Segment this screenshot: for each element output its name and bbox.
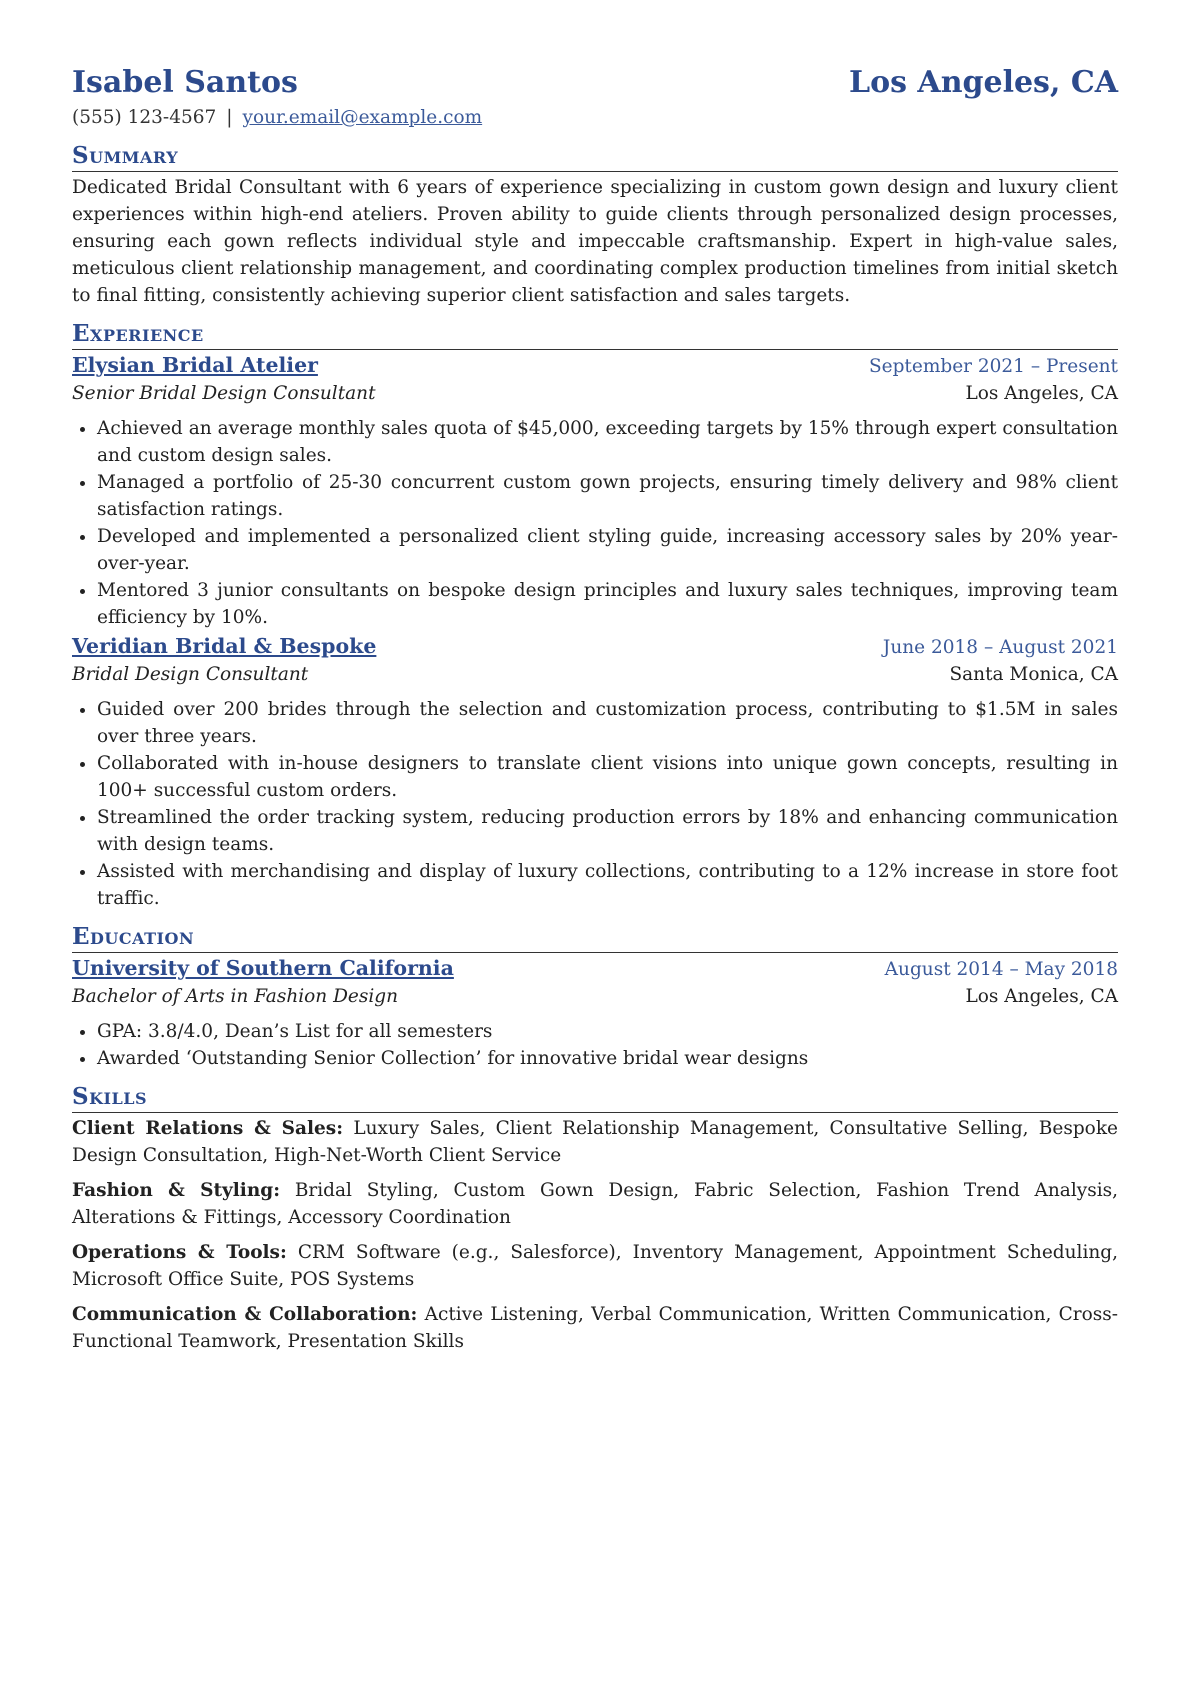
list-item: • Mentored 3 junior consultants on bespoke design principles and luxury sales techniques, improving team efficiency by 10%.: [97, 577, 1118, 631]
list-item: • Collaborated with in-house designers to translate client visions into unique gown concepts, resulting in 100+ successful custom orders.: [97, 750, 1118, 804]
achievement-list: [72, 696, 1118, 912]
achievement-list: [72, 415, 1118, 631]
skill-text: CRM Software (e.g., Salesforce), Inventory Management, Appointment Scheduling, Microsoft Office Suite, POS Systems: [72, 1242, 1118, 1290]
school-location: Los Angeles, CA: [965, 986, 1118, 1007]
section-title-summary: Summary: [72, 141, 1118, 172]
contact-separator: |: [226, 107, 233, 128]
skill-group: [72, 1239, 1118, 1293]
skill-label: Communication & Collaboration:: [72, 1304, 418, 1325]
employer-name[interactable]: Veridian Bridal & Bespoke: [72, 634, 377, 658]
skill-label: Fashion & Styling:: [72, 1180, 281, 1201]
job-location: Santa Monica, CA: [949, 664, 1118, 685]
list-item: • Streamlined the order tracking system, reducing production errors by 18% and enhancing communication with design teams.: [97, 804, 1118, 858]
list-item: • Managed a portfolio of 25-30 concurrent custom gown projects, ensuring timely delivery and 98% client satisfaction ratings.: [97, 469, 1118, 523]
list-item: • Guided over 200 brides through the selection and customization process, contributing to $1.5M in sales over three years.: [97, 696, 1118, 750]
skill-group: [72, 1115, 1118, 1169]
skill-group: [72, 1301, 1118, 1355]
experience-entry: [72, 631, 1118, 912]
education-entry: [72, 953, 1118, 1072]
skill-text: Luxury Sales, Client Relationship Management, Consultative Selling, Bespoke Design Consultation, High-Net-Worth Client Service: [72, 1118, 1118, 1166]
email-link[interactable]: your.email@example.com: [242, 107, 483, 128]
experience-entry: [72, 350, 1118, 631]
skill-group: [72, 1177, 1118, 1231]
list-item: • Developed and implemented a personalized client styling guide, increasing accessory sales by 20% year-over-year.: [97, 523, 1118, 577]
section-title-experience: Experience: [72, 319, 1118, 350]
education-list: [72, 1018, 1118, 1072]
job-title: Senior Bridal Design Consultant: [72, 383, 376, 404]
skill-label: Client Relations & Sales:: [72, 1118, 344, 1139]
list-item: • Awarded ‘Outstanding Senior Collection’ for innovative bridal wear designs: [97, 1045, 1118, 1072]
list-item: • Assisted with merchandising and display of luxury collections, contributing to a 12% increase in store foot traffic.: [97, 858, 1118, 912]
job-location: Los Angeles, CA: [965, 383, 1118, 404]
phone: (555) 123-4567: [72, 107, 217, 128]
list-item: • GPA: 3.8/4.0, Dean’s List for all semesters: [97, 1018, 1118, 1045]
employment-dates: September 2021 – Present: [868, 356, 1118, 377]
section-title-skills: Skills: [72, 1082, 1118, 1113]
list-item: • Achieved an average monthly sales quota of $45,000, exceeding targets by 15% through expert consultation and custom design sales.: [97, 415, 1118, 469]
section-title-education: Education: [72, 922, 1118, 953]
header: [72, 64, 1118, 102]
job-title: Bridal Design Consultant: [72, 664, 309, 685]
header-location: Los Angeles, CA: [848, 65, 1118, 100]
school-name[interactable]: University of Southern California: [72, 956, 454, 980]
employer-name[interactable]: Elysian Bridal Atelier: [72, 353, 318, 377]
employment-dates: June 2018 – August 2021: [882, 637, 1118, 658]
candidate-name: Isabel Santos: [72, 65, 298, 100]
skills-block: [72, 1115, 1118, 1355]
skill-text: Active Listening, Verbal Communication, Written Communication, Cross-Functional Teamwork, Presentation Skills: [72, 1304, 1118, 1352]
contact-line: [72, 104, 1118, 131]
summary-text: Dedicated Bridal Consultant with 6 years of experience specializing in custom gown design and luxury client experiences within high-end ateliers. Proven ability to guide clients through personalized design processes, ensuring each gown reflects individual style and impeccable craftsmanship. Expert in high-value sales, meticulous client relationship management, and coordinating complex production timelines from initial sketch to final fitting, consistently achieving superior client satisfaction and sales targets.: [72, 177, 1118, 306]
degree: Bachelor of Arts in Fashion Design: [72, 986, 399, 1007]
skill-label: Operations & Tools:: [72, 1242, 287, 1263]
skill-text: Bridal Styling, Custom Gown Design, Fabric Selection, Fashion Trend Analysis, Alterations & Fittings, Accessory Coordination: [72, 1180, 1118, 1228]
education-dates: August 2014 – May 2018: [884, 959, 1118, 980]
